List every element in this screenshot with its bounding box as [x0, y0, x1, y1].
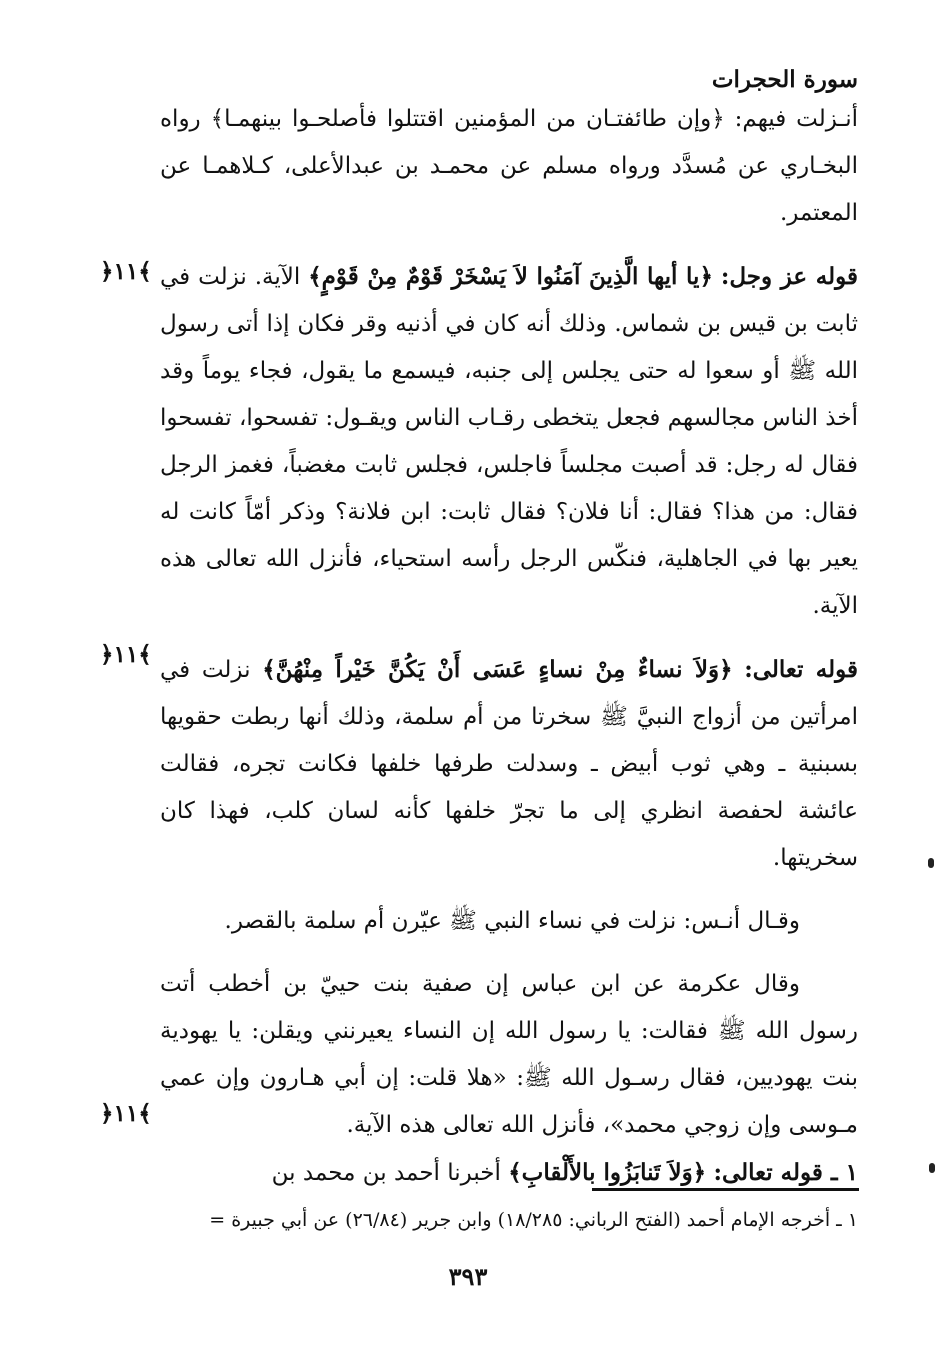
paragraph-gap — [160, 630, 858, 646]
quran-quote-1: ﴿يا أيها الَّذِينَ آمَنُوا لاَ يَسْخَرْ قَوْمٌ مِنْ قَوْمٍ﴾ — [308, 263, 713, 290]
scan-artifact — [928, 858, 934, 868]
footnote: ١ ـ أخرجه الإمام أحمد (الفتح الرباني: ١٨/٢٨٥) وابن جرير (٢٦/٨٤) عن أبي جبيرة = — [209, 1209, 858, 1231]
footnote-divider — [592, 1188, 859, 1191]
verse-number-mark: ﴿١١﴾ — [100, 641, 152, 668]
scan-artifact — [929, 1163, 935, 1173]
quran-quote-3: ﴿وَلاَ تَنابَزُوا بالأَلْقابِ﴾ — [508, 1159, 707, 1186]
paragraph-3-text: نزلت في امرأتين من أزواج النبيَّ ﷺ سخرتا من أم سلمة، وذلك أنها ربطت حقويها بسبنية ـ وهي ثوب أبيض ـ وسدلت طرفها خلفها فكانت تجره، فقالت عائشة لحفصة انظري إلى ما تجرّ خلفها كأنه لسان كلب، فهذا كان سخريتها. — [160, 657, 858, 871]
paragraph-gap — [160, 882, 858, 898]
paragraph-2 — [160, 253, 858, 630]
paragraph-6-lead: ١ ـ قوله تعالى: — [713, 1159, 858, 1186]
paragraph-5: وقال عكرمة عن ابن عباس إن صفية بنت حييّ بن أخطب أتت رسول الله ﷺ فقالت: يا رسول الله إن النساء يعيرنني ويقلن: يا يهودية بنت يهوديين، فقال رسـول الله ﷺ: «هلا قلت: إن أبي هـارون وإن عمي مـوسى وإن زوجي محمد»، فأنزل الله تعالى هذه الآية. — [160, 971, 858, 1138]
paragraph-1: أنـزلت فيهم: ﴿وإن طائفتـان من المؤمنين اقتتلوا فأصلحـوا بينهمـا﴾ رواه البخـاري عن مُسدَّد ورواه مسلم عن محمـد بن عبدالأعلى، كـلاهمـا عن المعتمر. — [160, 106, 858, 226]
running-header: سورة الحجرات — [711, 66, 858, 93]
paragraph-4: وقـال أنـس: نزلت في نساء النبي ﷺ عيّرن أم سلمة بالقصر. — [224, 908, 800, 934]
paragraph-gap — [160, 945, 858, 961]
paragraph-gap — [160, 237, 858, 253]
paragraph-2-text: الآية. نزلت في ثابت بن قيس بن شماس. وذلك أنه كان في أذنيه وقر فكان إذا أتى رسول الله ﷺ أو سعوا له حتى يجلس إلى جنبه، فيسمع ما يقول، فجاء يوماً وقد أخذ الناس مجالسهم فجعل يتخطى رقـاب الناس ويقـول: تفسحوا، تفسحوا فقال له رجل: قد أصبت مجلساً فاجلس، فجلس ثابت مغضباً، فغمز الرجل فقال: من هذا؟ فقال: أنا فلان؟ فقال ثابت: ابن فلانة؟ وذكر أمّاً كانت له يعير بها في الجاهلية، فنكّس الرجل رأسه استحياء، فأنزل الله تعالى هذه الآية. — [159, 264, 858, 619]
paragraph-6-text: أخبرنا أحمد بن محمد بن — [271, 1160, 501, 1186]
paragraph-2-lead: قوله عز وجل: — [720, 263, 858, 290]
quran-quote-2: ﴿وَلاَ نساءٌ مِنْ نساءٍ عَسَى أَنْ يَكُنَّ خَيْراً مِنْهُنَّ﴾ — [262, 656, 733, 683]
paragraph-3-lead: قوله تعالى: — [744, 656, 858, 683]
verse-number-mark: ﴿١١﴾ — [100, 258, 152, 285]
page-number: ٣٩٣ — [448, 1262, 488, 1291]
verse-number-mark: ﴿١١﴾ — [100, 1100, 152, 1127]
page-body — [160, 96, 858, 1197]
paragraph-3 — [160, 646, 858, 882]
